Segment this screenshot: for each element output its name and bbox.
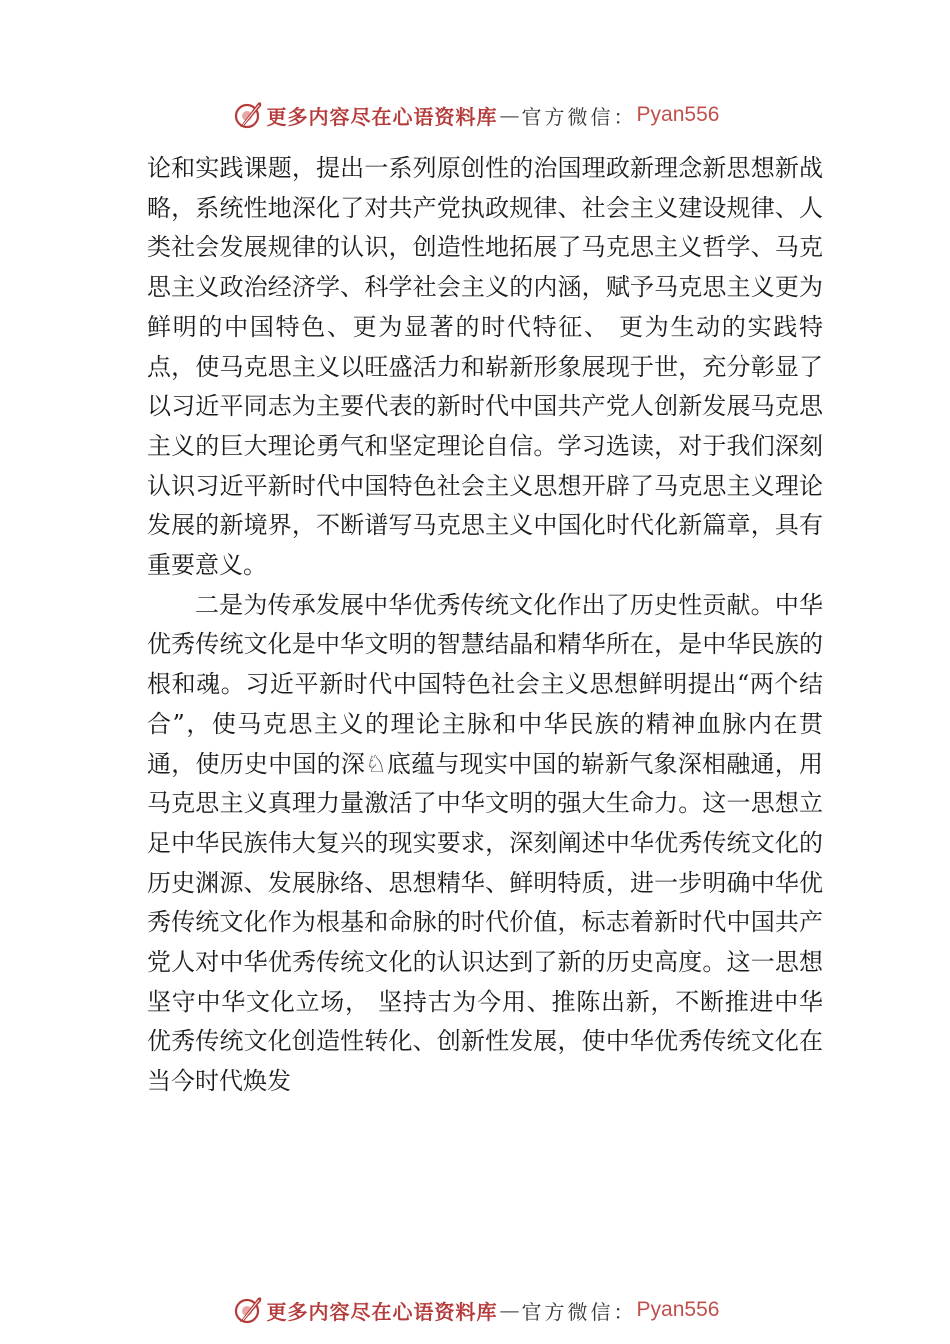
document-body	[147, 149, 823, 1102]
quill-logo-icon	[231, 1293, 265, 1327]
footer-separator: —	[499, 1298, 520, 1322]
paragraph-2: 二是为传承发展中华优秀传统文化作出了历史性贡献。中华优秀传统文化是中华文明的智慧结晶和精华所在，是中华民族的根和魂。习近平新时代中国特色社会主义思想鲜明提出“两个结合”，使马克思主义的理论主脉和中华民族的精神血脉内在贯通，使历史中国的深♘底蕴与现实中国的崭新气象深相融通，用马克思主义真理力量激活了中华文明的强大生命力。这一思想立足中华民族伟大复兴的现实要求，深刻阐述中华优秀传统文化的历史渊源、发展脉络、思想精华、鲜明特质，进一步明确中华优秀传统文化作为根基和命脉的时代价值，标志着新时代中国共产党人对中华优秀传统文化的认识达到了新的历史高度。这一思想坚守中华文化立场， 坚持古为今用、推陈出新，不断推进中华优秀传统文化创造性转化、创新性发展，使中华优秀传统文化在当今时代焕发	[147, 590, 823, 1096]
paragraph-1: 论和实践课题，提出一系列原创性的治国理政新理念新思想新战略，系统性地深化了对共产党执政规律、社会主义建设规律、人类社会发展规律的认识，创造性地拓展了马克思主义哲学、马克思主义政治经济学、科学社会主义的内涵，赋予马克思主义更为鲜明的中国特色、更为显著的时代特征、 更为生动的实践特点，使马克思主义以旺盛活力和崭新形象展现于世，充分彰显了以习近平同志为主要代表的新时代中国共产党人创新发展马克思主义的巨大理论勇气和坚定理论自信。学习选读，对于我们深刻认识习近平新时代中国特色社会主义思想开辟了马克思主义理论发展的新境界，不断谱写马克思主义中国化时代化新篇章，具有重要意义。	[147, 154, 823, 580]
header-label: 官方微信：	[521, 104, 637, 129]
footer-wechat-id: Pyan556	[636, 1298, 720, 1321]
header-banner	[0, 95, 950, 135]
quill-logo-icon	[231, 98, 265, 132]
footer-title: 更多内容尽在心语资料库	[266, 1299, 498, 1324]
footer-label: 官方微信：	[521, 1299, 637, 1324]
header-wechat-id: Pyan556	[636, 103, 720, 126]
header-title: 更多内容尽在心语资料库	[266, 104, 498, 129]
header-separator: —	[499, 103, 520, 127]
footer-banner	[0, 1290, 950, 1330]
